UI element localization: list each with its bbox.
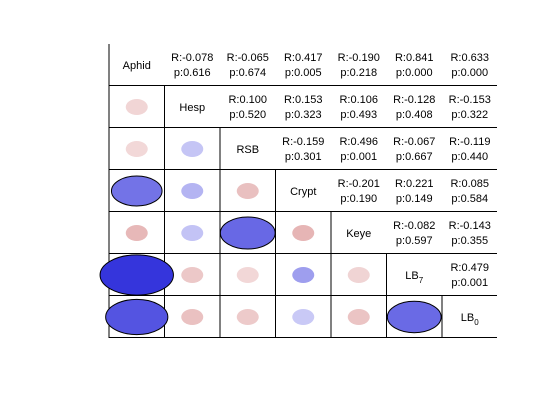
r-value-label: R:0.496	[339, 136, 379, 148]
r-value-label: R:-0.153	[448, 94, 491, 106]
variable-label-keye: Keye	[346, 228, 372, 240]
p-value-label: p:0.190	[340, 193, 378, 205]
p-value-label: p:0.597	[395, 235, 433, 247]
r-value-label: R:0.841	[394, 52, 434, 64]
r-value-label: R:-0.119	[449, 136, 491, 148]
p-value-label: p:0.355	[451, 235, 489, 247]
correlation-ellipse	[181, 225, 203, 241]
correlation-ellipse	[348, 267, 370, 283]
p-value-label: p:0.218	[340, 67, 378, 79]
significant-correlation-ellipse	[106, 299, 168, 334]
significant-correlation-ellipse	[387, 301, 441, 332]
p-value-label: p:0.301	[284, 151, 322, 163]
r-value-label: R:-0.190	[337, 52, 380, 64]
p-value-label: p:0.322	[451, 109, 489, 121]
p-value-label: p:0.616	[173, 67, 211, 79]
correlation-ellipse	[126, 225, 148, 241]
correlation-ellipse	[237, 267, 259, 283]
r-value-label: R:0.085	[450, 178, 490, 190]
r-value-label: R:-0.067	[393, 136, 436, 148]
correlation-ellipse	[181, 141, 203, 157]
variable-label-lb0: $LB_0$	[460, 312, 479, 327]
r-value-label: R:-0.143	[448, 220, 491, 232]
significant-correlation-ellipse	[111, 176, 162, 206]
r-value-label: R:-0.065	[226, 52, 269, 64]
correlation-ellipse	[292, 225, 314, 241]
significant-correlation-ellipse	[100, 255, 173, 295]
variable-label-rsb: RSB	[236, 144, 260, 156]
r-value-label: R:-0.201	[337, 178, 380, 190]
correlation-ellipse	[126, 99, 148, 115]
p-value-label: p:0.408	[395, 109, 433, 121]
p-value-label: p:0.440	[451, 151, 489, 163]
variable-label-crypt: Crypt	[290, 186, 317, 198]
r-value-label: R:0.221	[394, 178, 434, 190]
correlation-ellipse	[181, 267, 203, 283]
p-value-label: p:0.323	[284, 109, 322, 121]
correlation-ellipse	[348, 309, 370, 325]
p-value-label: p:0.584	[451, 193, 489, 205]
r-value-label: R:-0.159	[282, 136, 325, 148]
r-value-label: R:0.633	[450, 52, 490, 64]
p-value-label: p:0.005	[284, 67, 322, 79]
correlation-ellipse	[181, 309, 203, 325]
r-value-label: R:0.106	[339, 94, 379, 106]
p-value-label: p:0.520	[229, 109, 267, 121]
r-value-label: R:-0.078	[171, 52, 214, 64]
correlation-ellipse	[292, 309, 314, 325]
correlation-ellipse	[181, 183, 203, 199]
variable-label-aphid: Aphid	[122, 60, 151, 72]
correlation-ellipse	[292, 267, 314, 283]
r-value-label: R:-0.082	[393, 220, 436, 232]
r-value-label: R:-0.128	[393, 94, 436, 106]
variable-label-hesp: Hesp	[179, 102, 206, 114]
p-value-label: p:0.001	[451, 277, 489, 289]
r-value-label: R:0.100	[228, 94, 268, 106]
p-value-label: p:0.674	[229, 67, 267, 79]
correlation-ellipse	[126, 141, 148, 157]
correlation-ellipse	[237, 309, 259, 325]
p-value-label: p:0.667	[395, 151, 433, 163]
p-value-label: p:0.493	[340, 109, 378, 121]
r-value-label: R:0.153	[283, 94, 323, 106]
p-value-label: p:0.001	[340, 151, 378, 163]
variable-label-lb7: $LB_7$	[405, 270, 424, 285]
p-value-label: p:0.000	[451, 67, 489, 79]
r-value-label: R:0.417	[283, 52, 323, 64]
significant-correlation-ellipse	[220, 217, 275, 249]
p-value-label: p:0.149	[395, 193, 433, 205]
r-value-label: R:0.479	[450, 262, 490, 274]
correlation-ellipse	[237, 183, 259, 199]
p-value-label: p:0.000	[395, 67, 433, 79]
